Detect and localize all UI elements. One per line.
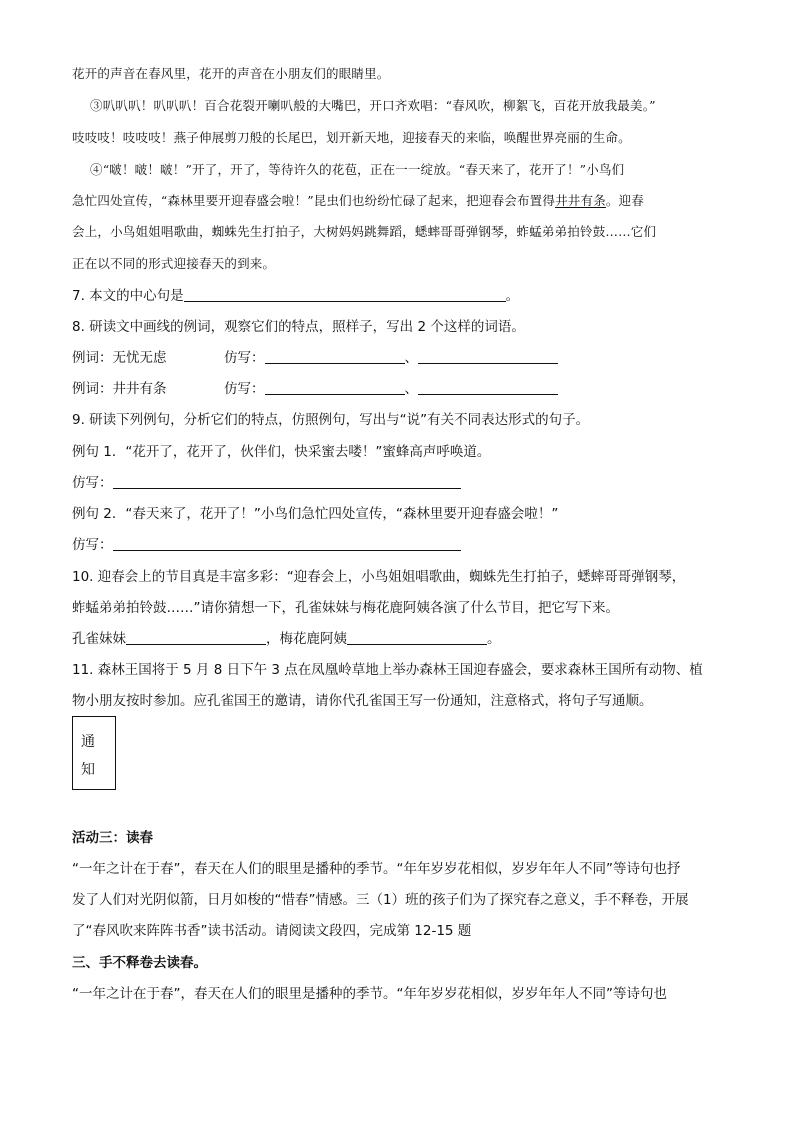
question-end: 。 [487,631,501,647]
q10-answer-row [72,629,501,649]
answer-blank[interactable] [265,349,405,364]
passage-text: 急忙四处宣传，“森林里要开迎春盛会啦！”昆虫们也纷纷忙碌了起来，把迎春会布置得 [72,193,556,208]
question-10-cont: 蚱蜢弟弟拍铃鼓……”请你猜想一下，孔雀妹妹与梅花鹿阿姨各演了什么节目，把它写下来。 [72,600,619,616]
question-11-cont: 物小朋友按时参加。应孔雀国王的邀请，请你代孔雀国王写一份通知，注意格式，将句子写通顺。 [72,693,653,709]
question-text: 7. 本文的中心句是 [72,288,184,304]
section-text: “一年之计在于春”，春天在人们的眼里是播种的季节。“年年岁岁花相似，岁岁年年人不同”等诗句也 [72,986,667,1002]
imitate-label: 仿写： [72,475,113,491]
imitate-label: 仿写： [72,537,113,553]
comma: ， [266,631,280,647]
separator: 、 [404,350,418,366]
q9-imitate-row [72,535,461,555]
peacock-label: 孔雀妹妹 [72,631,126,647]
separator: 、 [404,381,418,397]
passage-line: 花开的声音在春风里，花开的声音在小朋友们的眼睛里。 [72,66,390,81]
question-end: 。 [505,288,520,304]
activity-text: 发了人们对光阴似箭，日月如梭的“惜春”情感。三（1）班的孩子们为了探究春之意义，手不释卷，开展 [72,892,689,908]
answer-blank[interactable] [418,380,558,395]
q9-imitate-row [72,473,461,493]
passage-line: 吱吱吱！吱吱吱！燕子伸展剪刀般的长尾巴，划开新天地，迎接春天的来临，唤醒世界亮丽的生命。 [72,130,631,145]
answer-blank[interactable] [126,630,266,645]
q8-example-row [72,379,558,399]
box-char: 知 [81,762,95,778]
q9-example-2: 例句 2．“春天来了，花开了！”小鸟们急忙四处宣传，“森林里要开迎春盛会啦！” [72,506,559,522]
answer-blank[interactable] [113,536,461,551]
passage-paragraph-3: ③叭叭叭！叭叭叭！百合花裂开喇叭般的大嘴巴，开口齐欢唱：“春风吹，柳絮飞，百花开放我最美。” [90,98,656,113]
answer-blank[interactable] [347,630,487,645]
underlined-example-word: 井井有条 [555,193,606,208]
question-8: 8. 研读文中画线的例词，观察它们的特点，照样子，写出 2 个这样的词语。 [72,319,525,335]
answer-blank[interactable] [418,349,558,364]
passage-line: 正在以不同的形式迎接春天的到来。 [72,256,276,271]
question-10: 10. 迎春会上的节目真是丰富多彩：“迎春会上，小鸟姐姐唱歌曲，蜘蛛先生打拍子，蟋蟀哥哥弹钢琴， [72,569,686,585]
question-11: 11. 森林王国将于 5 月 8 日下午 3 点在凤凰岭草地上举办森林王国迎春盛会，要求森林王国所有动物、植 [72,662,703,678]
imitate-label: 仿写： [224,381,265,397]
deer-label: 梅花鹿阿姨 [279,631,347,647]
passage-text: 。迎春 [605,193,645,208]
answer-blank[interactable] [184,287,506,302]
example-word: 例词：无忧无虑 [72,350,167,366]
activity-text: “一年之计在于春”，春天在人们的眼里是播种的季节。“年年岁岁花相似，岁岁年年人不同”等诗句也抒 [72,861,681,877]
passage-line [72,191,644,211]
passage-paragraph-4: ④“啵！啵！啵！”开了，开了，等待许久的花苞，正在一一绽放。“春天来了，花开了！”小鸟们 [90,162,625,177]
q9-example-1: 例句 1．“花开了，花开了，伙伴们，快采蜜去喽！”蜜蜂高声呼唤道。 [72,444,491,460]
imitate-label: 仿写： [224,350,265,366]
section-heading: 三、手不释卷去读春。 [72,955,207,971]
q8-example-row [72,348,558,368]
example-word: 例词：井井有条 [72,381,167,397]
passage-line: 会上，小鸟姐姐唱歌曲，蜘蛛先生打拍子，大树妈妈跳舞蹈，蟋蟀哥哥弹钢琴，蚱蜢弟弟拍铃鼓……它们 [72,224,657,239]
notice-answer-box[interactable] [72,716,116,790]
activity-heading: 活动三：读春 [72,830,153,846]
question-9: 9. 研读下列例句，分析它们的特点，仿照例句，写出与“说”有关不同表达形式的句子。 [72,412,590,428]
box-char: 通 [81,734,95,750]
question-7 [72,286,519,306]
answer-blank[interactable] [265,380,405,395]
answer-blank[interactable] [113,474,461,489]
activity-text: 了“春风吹来阵阵书香”读书活动。请阅读文段四，完成第 12-15 题 [72,923,472,939]
